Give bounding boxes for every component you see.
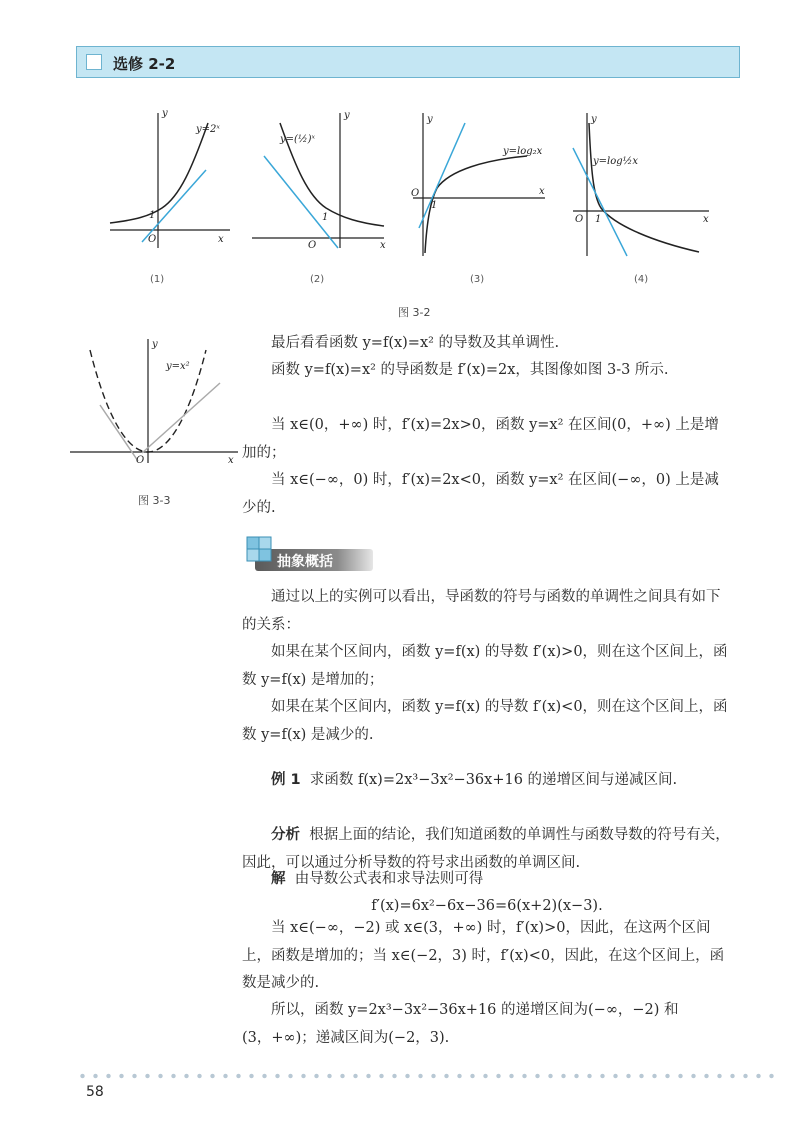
analysis-text: 根据上面的结论，我们知道函数的单调性与函数导数的符号有关，因此，可以通过分析导数的符号求出函数的单调区间. [242,827,730,871]
y-axis-label: y [591,114,597,125]
paragraph: 通过以上的实例可以看出，导函数的符号与函数的单调性之间具有如下的关系： [242,589,721,633]
paragraph: 函数 y=f(x)=x² 的导函数是 f′(x)=2x，其图像如图 3-3 所示. [271,362,669,378]
header-title: 选修 2-2 [113,55,176,73]
subcaption-1: (1) [150,274,165,285]
solution [242,866,732,894]
x-axis-label: x [539,186,545,197]
solution-label: 解 [271,871,286,887]
y-axis-label: y [162,108,168,119]
figure-3-3-caption: 图 3-3 [138,494,171,507]
curve-log2-x [425,156,527,253]
header-square-icon [86,54,102,70]
paragraph: 如果在某个区间内，函数 y=f(x) 的导数 f′(x)>0，则在这个区间上，函数 y=f(x) 是增加的； [242,644,728,688]
x-axis-label: x [703,214,709,225]
one-label: 1 [431,200,438,211]
example-label: 例 1 [271,772,301,788]
graph-1 [100,108,240,253]
figure-3-3 [70,335,240,465]
paragraph: 当 x∈(−∞，0) 时，f′(x)=2x<0，函数 y=x² 在区间(−∞，0) 上是减少的. [242,472,719,516]
graph-3 [405,108,550,258]
tangent-line [264,156,338,248]
one-label: 1 [149,210,156,221]
x-axis-label: x [218,234,224,245]
graph-2 [250,108,390,253]
tangent-line [142,170,206,242]
tangent-line [419,123,465,228]
y-axis-label: y [152,339,158,350]
subcaption-4: (4) [634,274,649,285]
origin-label: O [136,455,145,466]
solution-text: 由导数公式表和求导法则可得 [294,871,484,887]
paragraph: 最后看看函数 y=f(x)=x² 的导数及其单调性. [271,335,560,351]
example-text: 求函数 f(x)=2x³−3x²−36x+16 的递增区间与递减区间. [309,772,678,788]
paragraph: 如果在某个区间内，函数 y=f(x) 的导数 f′(x)<0，则在这个区间上，函数 y=f(x) 是减少的. [242,699,728,743]
origin-label: O [148,234,157,245]
graph-2-label: y=(½)ˣ [280,134,316,145]
subcaption-2: (2) [310,274,325,285]
paragraph: 当 x∈(−∞，−2) 或 x∈(3，+∞) 时，f′(x)>0，因此，在这两个区间上，函数是增加的；当 x∈(−2，3) 时，f′(x)<0，因此，在这个区间上，函数是减少的. [242,920,725,991]
chapter-header [76,46,740,78]
tangent-left [100,405,138,461]
origin-label: O [575,214,584,225]
tangent-right [142,383,220,453]
graph-1-label: y=2ˣ [196,124,220,135]
x-axis-label: x [380,240,386,251]
one-label: 1 [595,214,602,225]
figure-3-2-caption: 图 3-2 [398,306,431,319]
paragraph: 当 x∈(0，+∞) 时，f′(x)=2x>0，函数 y=x² 在区间(0，+∞) 上是增加的； [242,417,719,461]
x-axis-label: x [228,455,234,466]
puzzle-icon [241,533,277,573]
paragraph: 所以，函数 y=2x³−3x²−36x+16 的递增区间为(−∞，−2) 和 (3，+∞)；递减区间为(−2，3). [242,1002,679,1046]
curve-log-half-x [589,123,699,252]
origin-label: O [411,188,420,199]
y-axis-label: y [344,110,350,121]
footer-divider [76,1073,776,1079]
analysis-label: 分析 [271,827,300,843]
section-badge [241,533,357,573]
graph-4-label: y=log½x [593,156,638,167]
section-title: 抽象概括 [277,554,333,570]
derivative-formula: f′(x)=6x²−6x−36=6(x+2)(x−3). [371,898,603,914]
subcaption-3: (3) [470,274,485,285]
page-number: 58 [86,1084,104,1100]
figure-3-3-label: y=x² [166,361,190,372]
graph-3-label: y=log₂x [503,146,543,157]
example-1 [242,767,732,795]
origin-label: O [308,240,317,251]
graph-4 [565,108,715,258]
curve-2-pow-x [110,123,208,223]
y-axis-label: y [427,114,433,125]
one-label: 1 [322,212,329,223]
